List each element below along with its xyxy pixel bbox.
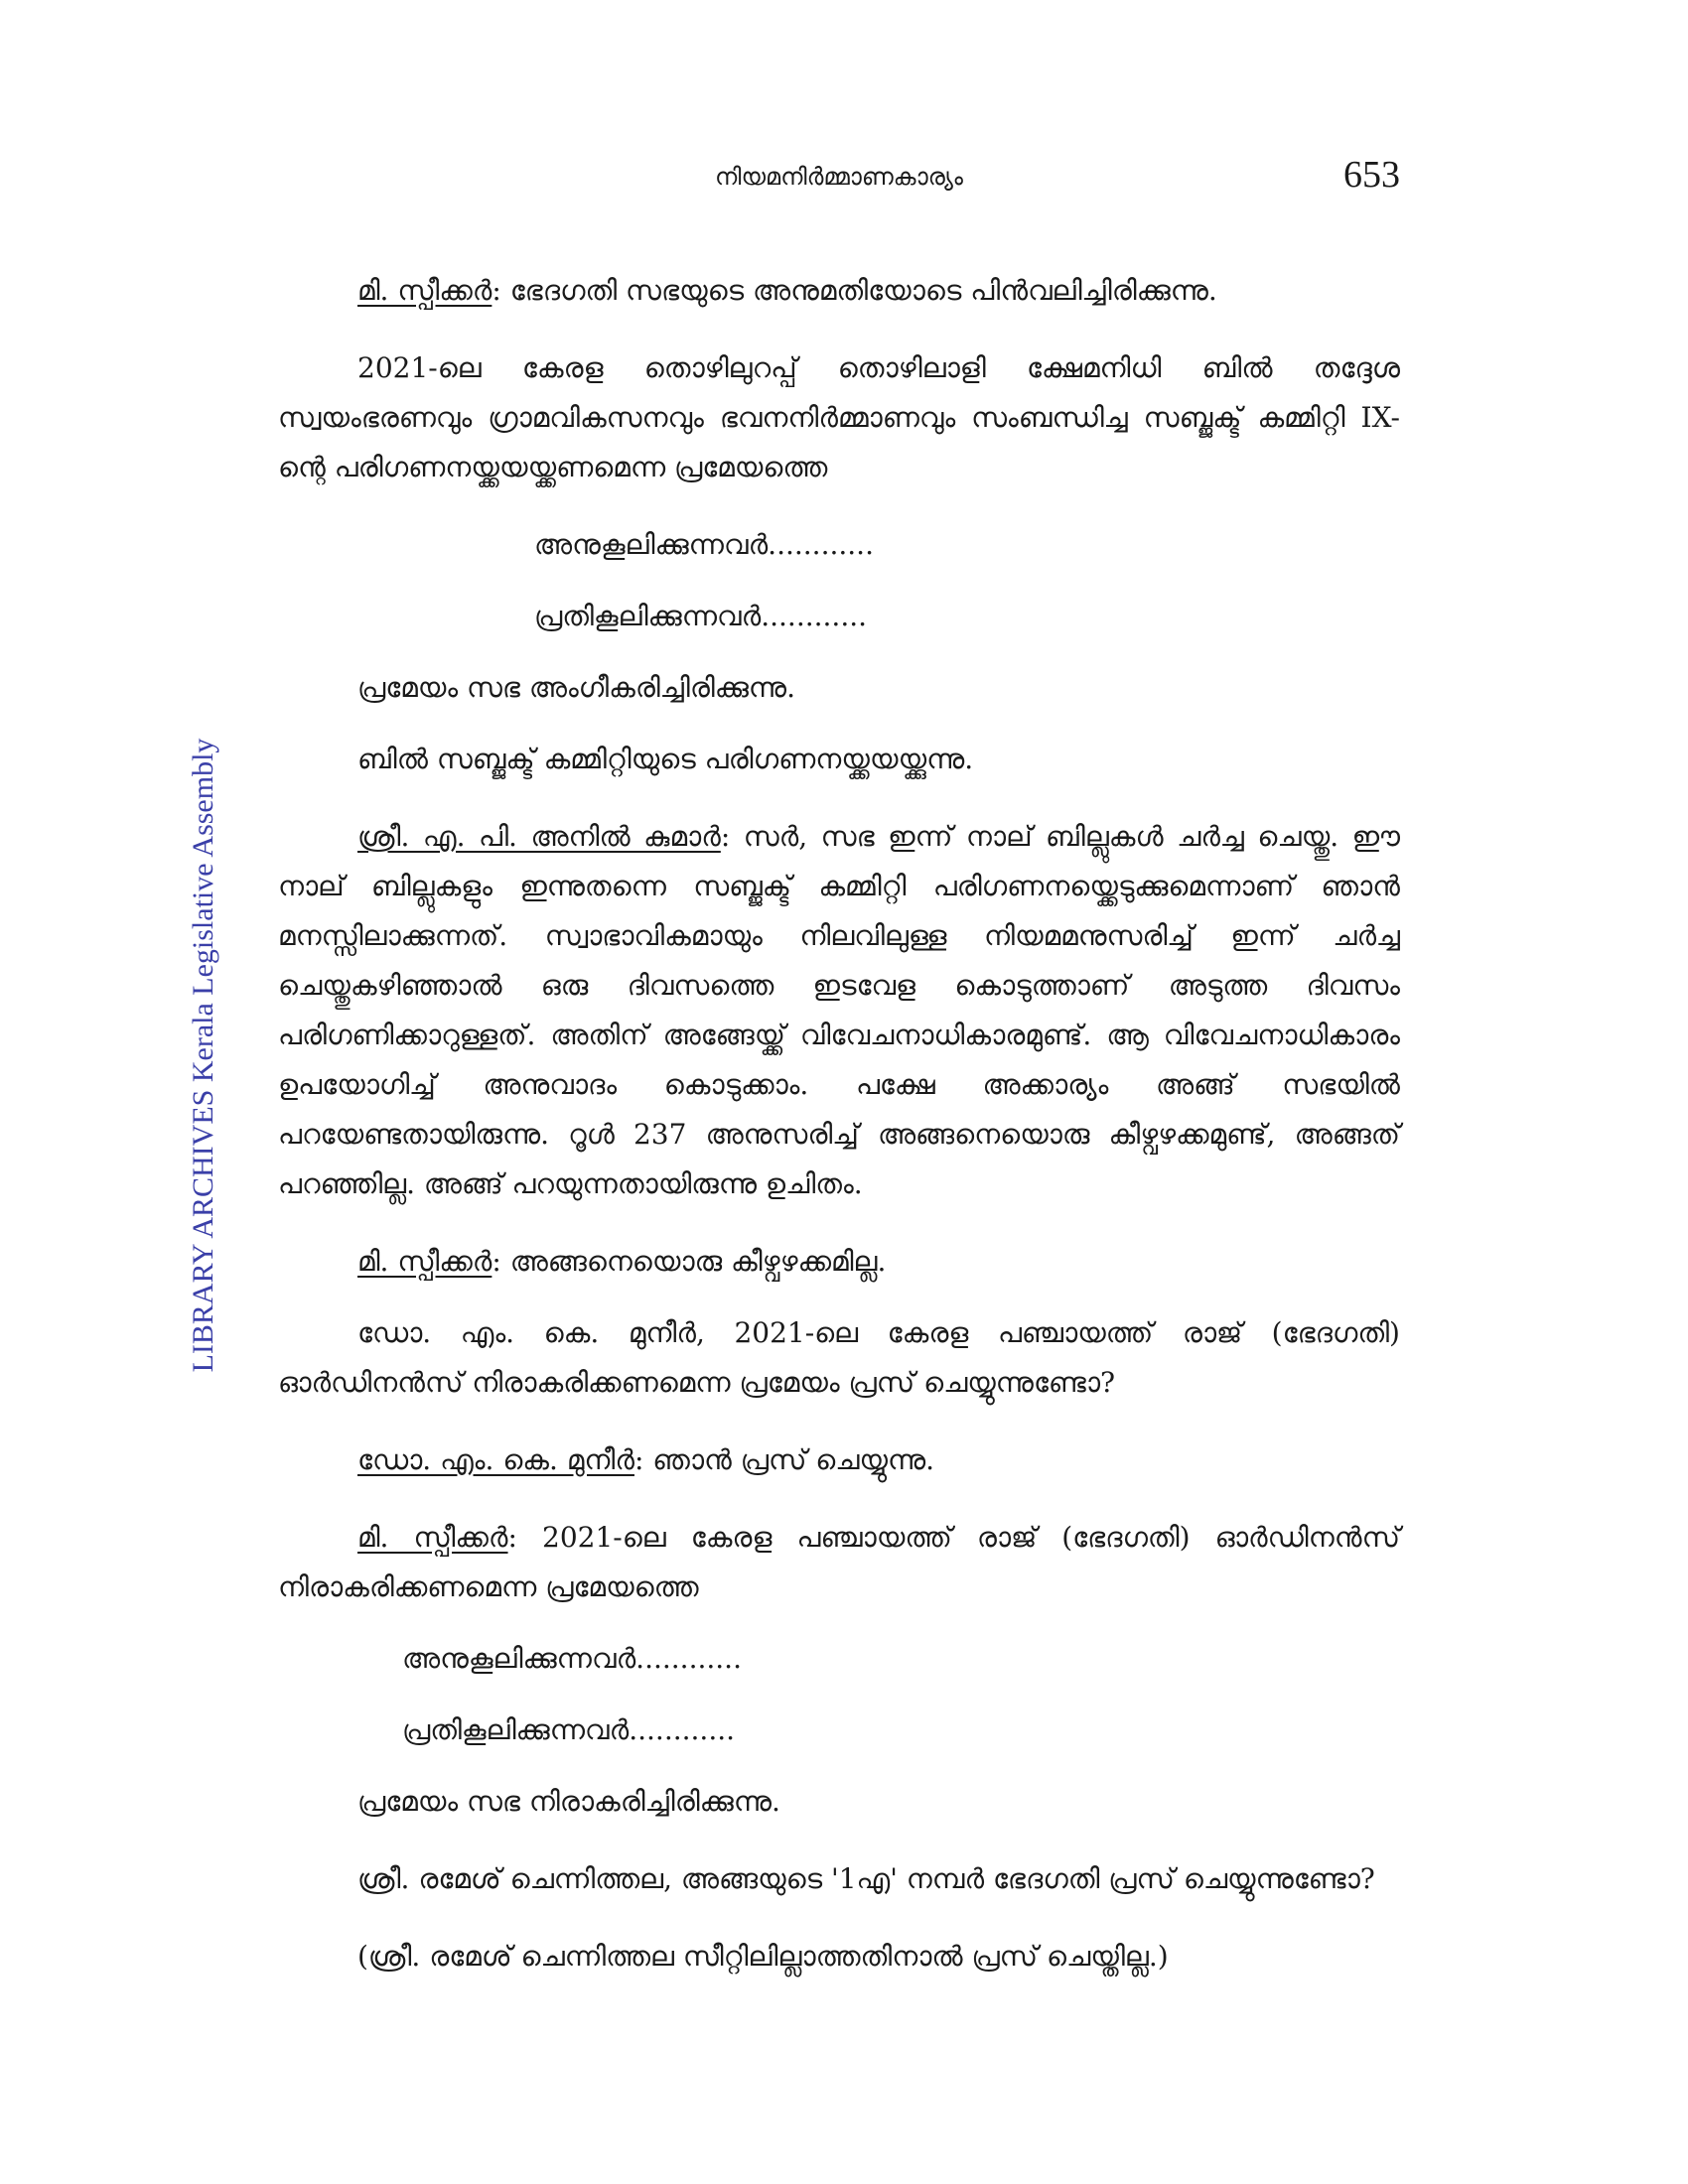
motion-paragraph: 2021-ലെ കേരള തൊഴിലുറപ്പ് തൊഴിലാളി ക്ഷേമനിധി ബിൽ തദ്ദേശ സ്വയംഭരണവും ഗ്രാമവികസനവും ഭവനനിർമ്മാണവും സംബന്ധിച്ച സബ്ജക്ട് കമ്മിറ്റി IX-ന്റെ പരിഗണനയ്ക്കയയ്ക്കണമെന്ന പ്രമേയത്തെ (278, 351, 1400, 483)
vote-for-line: അനുകൂലിക്കുന്നവർ............ (402, 1642, 742, 1675)
vote-against-line: പ്രതികൂലിക്കുന്നവർ............ (534, 600, 868, 632)
speaker-name: ശ്രീ. എ. പി. അനിൽ കുമാർ (357, 820, 721, 853)
speaker-motion (278, 1513, 1400, 1612)
statement-text: : ഭേദഗതി സഭയുടെ അനുമതിയോടെ പിൻവലിച്ചിരിക്കുന്നു. (492, 274, 1217, 307)
speaker-name: മി. സ്പീക്കർ (357, 1521, 508, 1554)
vote-for-line: അനുകൂലിക്കുന്നവർ............ (534, 528, 874, 561)
statement-text: : ഞാൻ പ്രസ് ചെയ്യുന്നു. (633, 1443, 935, 1476)
statement-text: : സർ, സഭ ഇന്ന് നാല് ബില്ലുകൾ ചർച്ച ചെയ്തു. ഈ നാല് ബില്ലുകളും ഇന്നുതന്നെ സബ്ജക്ട് കമ്മിറ്റി പരിഗണനയ്ക്കെടുക്കുമെന്നാണ് ഞാൻ മനസ്സിലാക്കുന്നത്. സ്വാഭാവികമായും നിലവിലുള്ള നിയമമനുസരിച്ച് ഇന്ന് ചർച്ച ചെയ്തുകഴിഞ്ഞാൽ ഒരു ദിവസത്തെ ഇടവേള കൊടുത്താണ് അടുത്ത ദിവസം പരിഗണിക്കാറുള്ളത്. അതിന് അങ്ങേയ്ക്ക് വിവേചനാധികാരമുണ്ട്. ആ വിവേചനാധികാരം ഉപയോഗിച്ച് അനുവാദം കൊടുക്കാം. പക്ഷേ അക്കാര്യം അങ്ങ് സഭയിൽ പറയേണ്ടതായിരുന്നു. റൂൾ 237 അനുസരിച്ച് അങ്ങനെയൊരു കീഴ്വഴക്കമുണ്ട്, അങ്ങത് പറഞ്ഞില്ല. അങ്ങ് പറയുന്നതായിരുന്നു ഉചിതം. (278, 820, 1400, 1200)
speaker-reply (278, 1237, 1400, 1287)
vote-against-line: പ്രതികൂലിക്കുന്നവർ............ (402, 1713, 736, 1746)
referral-line: ബിൽ സബ്ജക്ട് കമ്മിറ്റിയുടെ പരിഗണനയ്ക്കയയ്ക്കുന്നു. (357, 743, 974, 775)
speaker-name: മി. സ്പീക്കർ (357, 274, 492, 307)
page-number: 653 (1343, 154, 1400, 196)
statement-text: : 2021-ലെ കേരള പഞ്ചായത്ത് രാജ് (ഭേദഗതി) ഓർഡിനൻസ് നിരാകരിക്കണമെന്ന പ്രമേയത്തെ (278, 1521, 1400, 1603)
motion-query-paragraph: ഡോ. എം. കെ. മുനീർ, 2021-ലെ കേരള പഞ്ചായത്ത് രാജ് (ഭേദഗതി) ഓർഡിനൻസ് നിരാകരിക്കണമെന്ന പ്രമേയം പ്രസ് ചെയ്യുന്നുണ്ടോ? (278, 1316, 1400, 1399)
running-title: നിയമനിർമ്മാണകാര്യം (715, 163, 963, 191)
member-reply (278, 1435, 1400, 1485)
member-statement (278, 812, 1400, 1209)
speaker-statement (278, 266, 1400, 316)
speaker-name: ഡോ. എം. കെ. മുനീർ (357, 1443, 634, 1476)
document-body (278, 266, 1400, 1981)
speaker-name: മി. സ്പീക്കർ (357, 1245, 492, 1278)
procedural-note: (ശ്രീ. രമേശ് ചെന്നിത്തല സീറ്റിലില്ലാത്തതിനാൽ പ്രസ് ചെയ്തില്ല.) (357, 1940, 1169, 1973)
statement-text: : അങ്ങനെയൊരു കീഴ്വഴക്കമില്ല. (492, 1245, 887, 1278)
result-line: പ്രമേയം സഭ അംഗീകരിച്ചിരിക്കുന്നു. (357, 671, 795, 704)
library-archives-watermark: LIBRARY ARCHIVES Kerala Legislative Assembly (187, 738, 219, 1373)
running-header (278, 154, 1400, 208)
amendment-query-paragraph: ശ്രീ. രമേശ് ചെന്നിത്തല, അങ്ങയുടെ '1എ' നമ്പർ ഭേദഗതി പ്രസ് ചെയ്യുന്നുണ്ടോ? (357, 1862, 1375, 1895)
result-line: പ്രമേയം സഭ നിരാകരിച്ചിരിക്കുന്നു. (357, 1785, 780, 1818)
